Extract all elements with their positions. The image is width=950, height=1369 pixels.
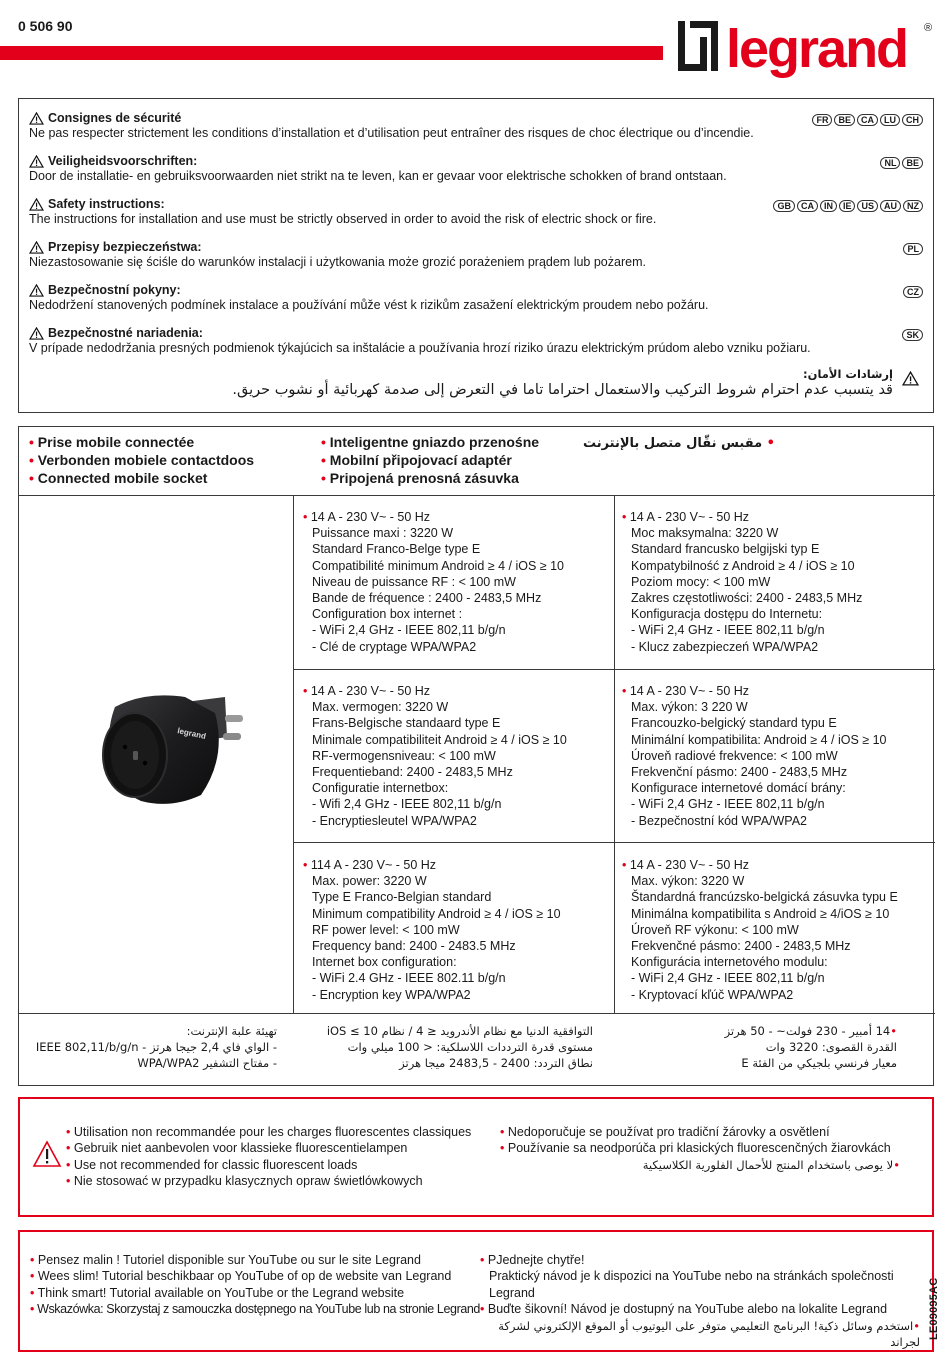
warning-triangle-icon [29,155,44,168]
tips-list-right: • PJednejte chytře! Praktický návod je k dispozici na YouTube nebo na stránkách společnosti Legrand • Buďte šikovní! Návod je dostupný na YouTube alebo na lokalite Legrand •استخدم وسائل ذكية! البرنامج التعليمي متوفر على اليوتيوب أو الموقع الإلكتروني لشركة لجراند [480,1252,932,1350]
warning-triangle-icon [29,198,44,211]
svg-text:legrand: legrand [726,19,908,79]
safety-title: Bezpečnostní pokyny: [48,283,181,297]
warning-triangle-icon [29,241,44,254]
safety-fr [29,111,919,140]
safety-title: Consignes de sécurité [48,111,182,125]
safety-text: Niezastosowanie się ściśle do warunków instalacji i użytkowania może grozić porażeniem prądem lub pożarem. [29,255,646,269]
warning-triangle-icon [29,112,44,125]
specs-ar-col3: تهيئة علبة الإنترنت: - الواي فاي 2,4 جيجا هرتز - IEEE 802,11/b/g/n - مفتاح التشفير WPA/WPA2 [35,1024,277,1070]
safety-text: Door de installatie- en gebruiksvoorwaarden niet strikt na te leven, kan er gevaar voor elektrische schokken of brand ontstaan. [29,169,727,183]
safety-title: إرشادات الأمان: [803,367,893,381]
warning-triangle-icon [29,284,44,297]
specs-en: • 114 A - 230 V~ - 50 Hz Max. power: 3220 W Type E Franco-Belgian standard Minimum compatibility Android ≥ 4 / iOS ≥ 10 RF power level: < 100 mW Frequency band: 2400 - 2483.5 MHz Internet box configuration: - WiFi 2.4 GHz - IEEE 802.11 b/g/n - Encryption key WPA/WPA2 [303,857,561,1003]
specs-ar-col1: •14 أمبير - 230 فولت~ - 50 هرتز القدرة القصوى: 3220 وات معيار فرنسي بلجيكي من الفئة E [724,1024,897,1070]
specs-fr: • 14 A - 230 V~ - 50 Hz Puissance maxi : 3220 W Standard Franco-Belge type E Compatibilité minimum Android ≥ 4 / iOS ≥ 10 Niveau de puissance RF : < 100 mW Bande de fréquence : 2400 - 2483,5 MHz Configuration box internet : - WiFi 2,4 GHz - IEEE 802,11 b/g/n - Clé de cryptage WPA/WPA2 [303,509,564,655]
safety-nl [29,154,919,183]
specs-sk: • 14 A - 230 V~ - 50 Hz Max. výkon: 3220 W Štandardná francúzsko-belgická zásuvka typu E Minimálna kompatibilita s Android ≥ 4/iOS ≥ 10 Úroveň RF výkonu: < 100 mW Frekvenčné pásmo: 2400 - 2483,5 MHz Konfigurácia internetového modulu: - WiFi 2,4 GHz - IEEE 802,11 b/g/n - Kryptovací kľúč WPA/WPA2 [622,857,898,1003]
safety-sk [29,326,919,355]
warning-triangle-icon [902,371,919,386]
safety-cz [29,283,919,312]
safety-title: Veiligheidsvoorschriften: [48,154,198,168]
safety-text: Nedodržení stanovených podmínek instalace a používání může vést k rizikům zasažení elektrickým proudem nebo požáru. [29,298,709,312]
safety-pl [29,240,919,269]
safety-ar [53,367,893,398]
tutorial-tips-box [18,1230,934,1352]
smart-plug-image [75,677,265,817]
specs-cz: • 14 A - 230 V~ - 50 Hz Max. výkon: 3 220 W Francouzko-belgický standard typu E Minimální kompatibilita: Android ≥ 4 / iOS ≥ 10 Úroveň radiové frekvence: < 100 mW Frekvenční pásmo: 2400 - 2483,5 MHz Konfigurace internetové domácí brány: - WiFi 2,4 GHz - IEEE 802,11 b/g/n - Bezpečnostní kód WPA/WPA2 [622,683,887,829]
svg-text:legrand: legrand [176,726,207,741]
product-names-col3: • مقبس نقّال متصل بالإنترنت [582,436,775,451]
country-codes: NL BE [880,157,923,169]
warning-triangle-icon [32,1140,62,1168]
specs-ar-col2: التوافقية الدنيا مع نظام الأندرويد ≤ 4 / نظام iOS ≤ 10 مستوى قدرة الترددات اللاسلكية: < 100 ميلي وات نطاق التردد: 2400 - 2483,5 ميجا هرتز [326,1024,593,1070]
country-codes: GB CA IN IE US AU NZ [773,200,923,212]
warning-list-right: • Nedoporučuje se používat pro tradiční žárovky a osvětlení • Používanie sa neodporúča pri klasických fluorescenčných žiarovkách •لا يوصى باستخدام المنتج للأحمال الفلورية الكلاسيكية [500,1124,900,1173]
product-names-col2: • Inteligentne gniazdo przenośne • Mobilní připojovací adaptér • Pripojená prenosná zásuvka [321,434,540,486]
legrand-logo [676,17,938,83]
country-codes: PL [903,243,923,255]
document-number: 0 506 90 [18,18,73,34]
product-names-col1: • Prise mobile connectée • Verbonden mobiele contactdoos • Connected mobile socket [29,434,255,486]
safety-title: Safety instructions: [48,197,165,211]
tips-list-left: • Pensez malin ! Tutoriel disponible sur YouTube ou sur le site Legrand • Wees slim! Tutorial beschikbaar op YouTube of op de website van Legrand • Think smart! Tutorial available on YouTube or the Legrand website • Wskazówka: Skorzystaj z samouczka dostępnego na YouTube lub na stronie Legrand [30,1252,480,1318]
country-codes: CZ [903,286,923,298]
product-box [18,426,934,1086]
country-codes: SK [902,329,923,341]
safety-box [18,98,934,413]
safety-text: قد يتسبب عدم احترام شروط التركيب والاستعمال احتراما تاما في التعرض إلى صدمة كهربائية أو نشوب حريق. [232,382,893,398]
registered-mark: ® [924,22,933,34]
safety-text: The instructions for installation and use must be strictly observed in order to avoid the risk of electric shock or fire. [29,212,657,226]
warning-triangle-icon [29,327,44,340]
header-red-bar [0,46,663,60]
safety-text: Ne pas respecter strictement les conditions d’installation et d’utilisation peut entraîner des risques de choc électrique ou d’incendie. [29,126,754,140]
warning-list-left: • Utilisation non recommandée pour les charges fluorescentes classiques • Gebruik niet aanbevolen voor klassieke fluorescentielampen • Use not recommended for classic fluorescent loads • Nie stosować w przypadku klasycznych opraw świetlówkowych [66,1124,471,1190]
fluorescent-warning-box [18,1097,934,1217]
safety-text: V prípade nedodržania presných podmienok týkajúcich sa inštalácie a používania hrozí riziko úrazu elektrickým prúdom alebo vzniku požiaru. [29,341,811,355]
country-codes: FR BE CA LU CH [812,114,923,126]
specs-nl: • 14 A - 230 V~ - 50 Hz Max. vermogen: 3220 W Frans-Belgische standaard type E Minimale compatibiliteit Android ≥ 4 / iOS ≥ 10 RF-vermogensniveau: < 100 mW Frequentieband: 2400 - 2483,5 MHz Configuratie internetbox: - Wifi 2,4 GHz - IEEE 802,11 b/g/n - Encryptiesleutel WPA/WPA2 [303,683,567,829]
safety-title: Przepisy bezpieczeństwa: [48,240,202,254]
document-reference-code: LE09095AC [928,1277,940,1340]
safety-title: Bezpečnostné nariadenia: [48,326,203,340]
specs-pl: • 14 A - 230 V~ - 50 Hz Moc maksymalna: 3220 W Standard francusko belgijski typ E Kompatybilność z Android ≥ 4 / iOS ≥ 10 Poziom mocy: < 100 mW Zakres częstotliwości: 2400 - 2483,5 MHz Konfiguracja dostępu do Internetu: - WiFi 2,4 GHz - IEEE 802,11 b/g/n - Klucz zabezpieczeń WPA/WPA2 [622,509,862,655]
